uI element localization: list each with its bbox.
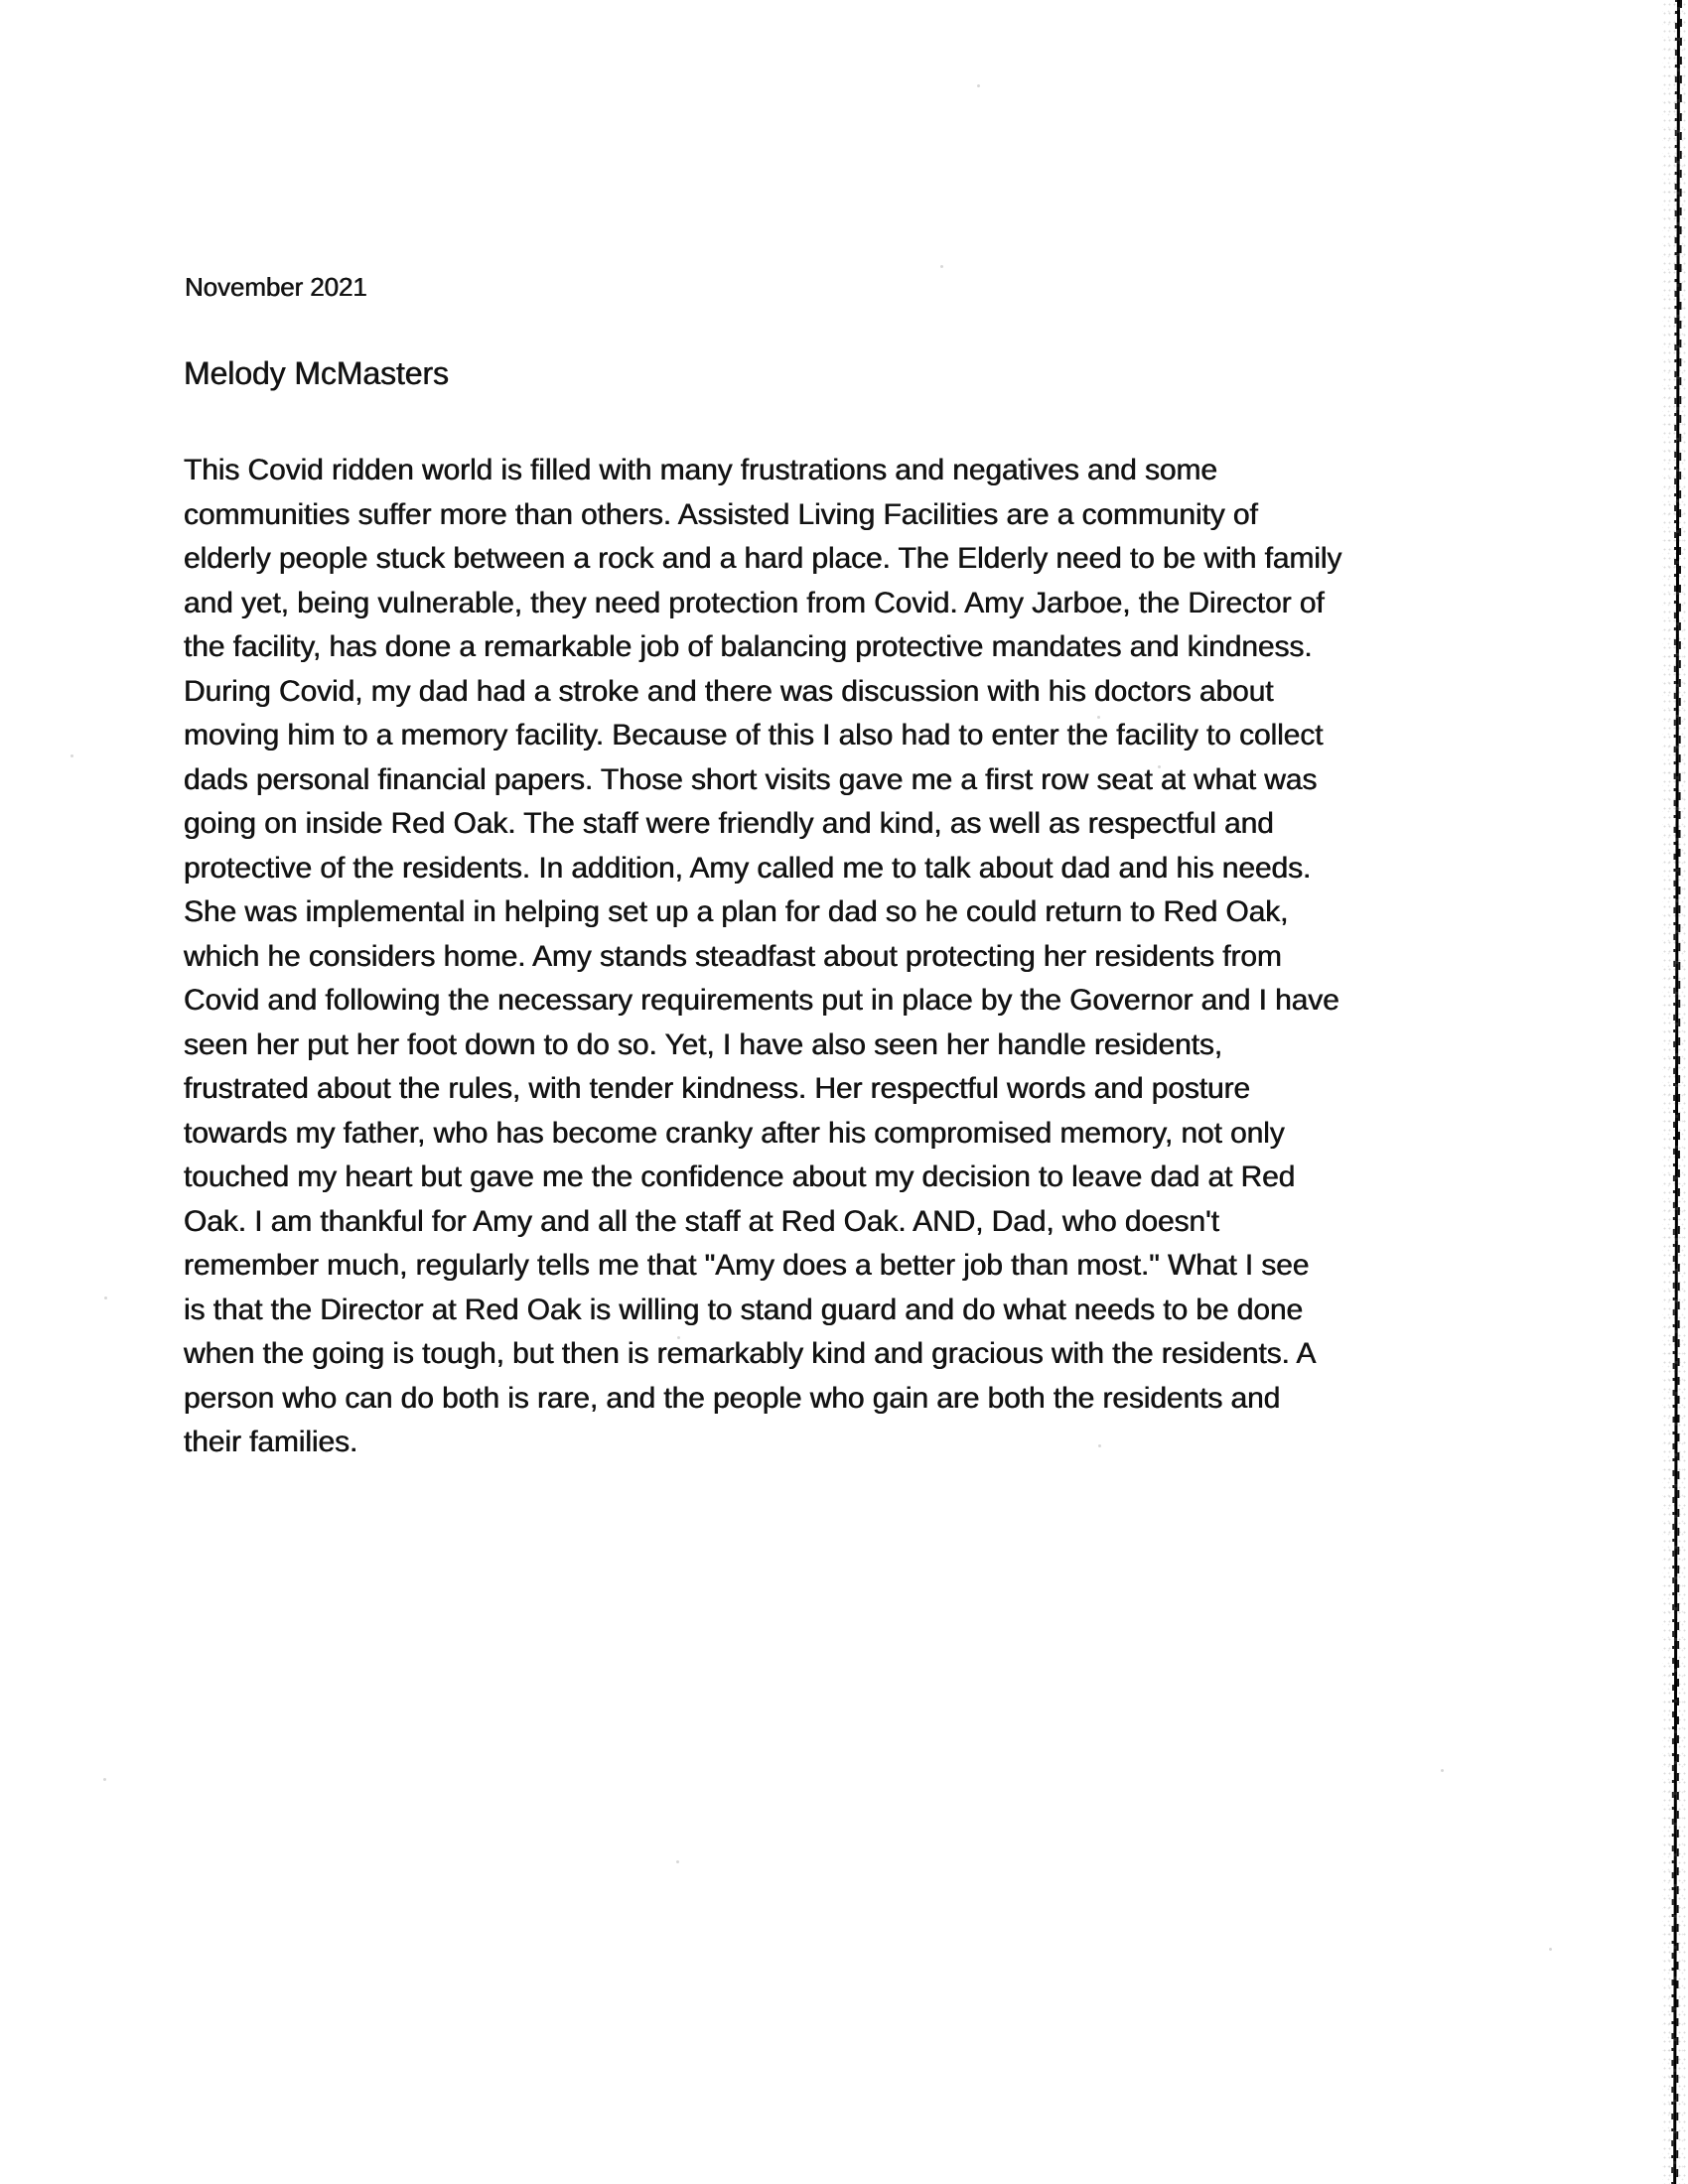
scan-speck — [104, 1297, 107, 1299]
letter-body-line: moving him to a memory facility. Because of this I also had to enter the facility to collect — [184, 719, 1324, 751]
scan-speck — [1441, 1769, 1444, 1772]
letter-body-line: their families. — [184, 1426, 358, 1458]
scan-speck — [1158, 765, 1161, 768]
scan-speck — [1098, 1444, 1101, 1447]
letter-body-line: Oak. I am thankful for Amy and all the staff at Red Oak. AND, Dad, who doesn't — [184, 1204, 1219, 1238]
scan-speck — [677, 1336, 680, 1339]
letter-body-line: This Covid ridden world is filled with many frustrations and negatives and some — [184, 454, 1217, 486]
letter-body-line: She was implemental in helping set up a plan for dad so he could return to Red Oak, — [184, 895, 1289, 928]
scan-speck — [70, 754, 73, 757]
letter-body-line: which he considers home. Amy stands steadfast about protecting her residents from — [184, 939, 1282, 973]
letter-author: Melody McMasters — [184, 355, 449, 391]
scan-speck — [1549, 1948, 1552, 1951]
letter-date: November 2021 — [185, 272, 367, 302]
letter-body-line: when the going is tough, but then is remarkably kind and gracious with the residents. A — [184, 1337, 1317, 1370]
scan-speck — [103, 1778, 106, 1781]
letter-body-line: and yet, being vulnerable, they need protection from Covid. Amy Jarboe, the Director of — [184, 586, 1325, 619]
letter-body-line: seen her put her foot down to do so. Yet, I have also seen her handle residents, — [184, 1027, 1223, 1061]
letter-body-line: protective of the residents. In addition, Amy called me to talk about dad and his needs. — [184, 851, 1312, 885]
scan-speck — [676, 1860, 679, 1863]
scan-speck — [940, 265, 943, 268]
letter-body — [184, 449, 1341, 1465]
letter-body-line: dads personal financial papers. Those short visits gave me a first row seat at what was — [184, 762, 1318, 796]
letter-body-line: elderly people stuck between a rock and a hard place. The Elderly need to be with family — [184, 542, 1342, 575]
letter-body-line: is that the Director at Red Oak is willing to stand guard and do what needs to be done — [184, 1293, 1304, 1326]
letter-body-line: communities suffer more than others. Assisted Living Facilities are a community of — [184, 497, 1258, 531]
letter-body-line: the facility, has done a remarkable job of balancing protective mandates and kindness. — [184, 630, 1313, 663]
letter-body-line: During Covid, my dad had a stroke and there was discussion with his doctors about — [184, 674, 1274, 708]
letter-body-line: touched my heart but gave me the confidence about my decision to leave dad at Red — [184, 1160, 1296, 1193]
letter-body-line: remember much, regularly tells me that "Amy does a better job than most." What I see — [184, 1249, 1310, 1282]
scan-speck — [977, 84, 980, 87]
letter-body-line: going on inside Red Oak. The staff were friendly and kind, as well as respectful and — [184, 807, 1274, 840]
scan-speck — [1097, 716, 1100, 719]
letter-body-line: frustrated about the rules, with tender kindness. Her respectful words and posture — [184, 1072, 1251, 1105]
letter-body-line: Covid and following the necessary requirements put in place by the Governor and I have — [184, 984, 1339, 1017]
letter-body-line: towards my father, who has become cranky after his compromised memory, not only — [184, 1116, 1285, 1150]
letter-body-line: person who can do both is rare, and the people who gain are both the residents and — [184, 1381, 1281, 1415]
